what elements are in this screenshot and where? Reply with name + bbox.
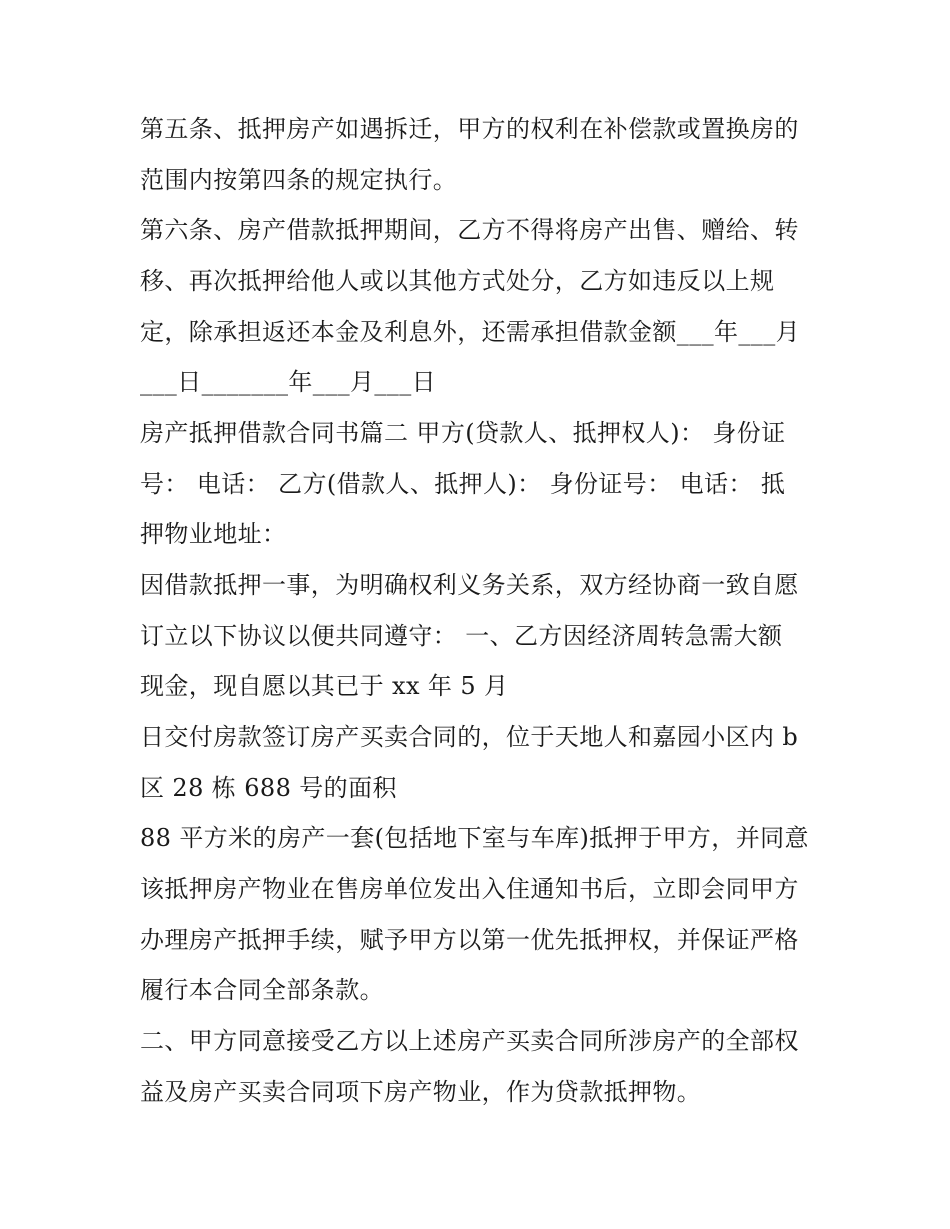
text-line: 第五条、抵押房产如遇拆迁，甲方的权利在补偿款或置换房的 [140,115,799,143]
text-line: 办理房产抵押手续，赋予甲方以第一优先抵押权，并保证严格 [140,926,799,954]
text-line: 订立以下协议以便共同遵守： 一、乙方因经济周转急需大额 [140,622,783,650]
text-line: ___日_______年___月___日 [140,368,436,396]
text-line: 二、甲方同意接受乙方以上述房产买卖合同所涉房产的全部权 [140,1027,799,1055]
text-line: 该抵押房产物业在售房单位发出入住通知书后，立即会同甲方 [140,875,799,903]
text-line: 日交付房款签订房产买卖合同的，位于天地人和嘉园小区内 b [140,723,799,751]
text-line: 范围内按第四条的规定执行。 [140,166,458,194]
text-line: 号： 电话： 乙方(借款人、抵押人)： 身份证号： 电话： 抵 [140,470,786,498]
text-line: 第六条、房产借款抵押期间，乙方不得将房产出售、赠给、转 [140,216,799,244]
text-line: 88 平方米的房产一套(包括地下室与车库)抵押于甲方，并同意 [140,824,809,852]
text-line: 因借款抵押一事，为明确权利义务关系，双方经协商一致自愿 [140,571,799,599]
text-line: 定，除承担返还本金及利息外，还需承担借款金额___年___月 [140,318,800,346]
text-line: 房产抵押借款合同书篇二 甲方(贷款人、抵押权人)： 身份证 [140,419,786,447]
text-line: 履行本合同全部条款。 [140,976,384,1004]
text-line: 区 28 栋 688 号的面积 [140,774,397,802]
text-line: 现金，现自愿以其已于 xx 年 5 月 [140,672,509,700]
text-line: 移、再次抵押给他人或以其他方式处分，乙方如违反以上规 [140,267,775,295]
text-line: 益及房产买卖合同项下房产物业，作为贷款抵押物。 [140,1078,702,1106]
text-line: 押物业地址： [140,520,287,548]
